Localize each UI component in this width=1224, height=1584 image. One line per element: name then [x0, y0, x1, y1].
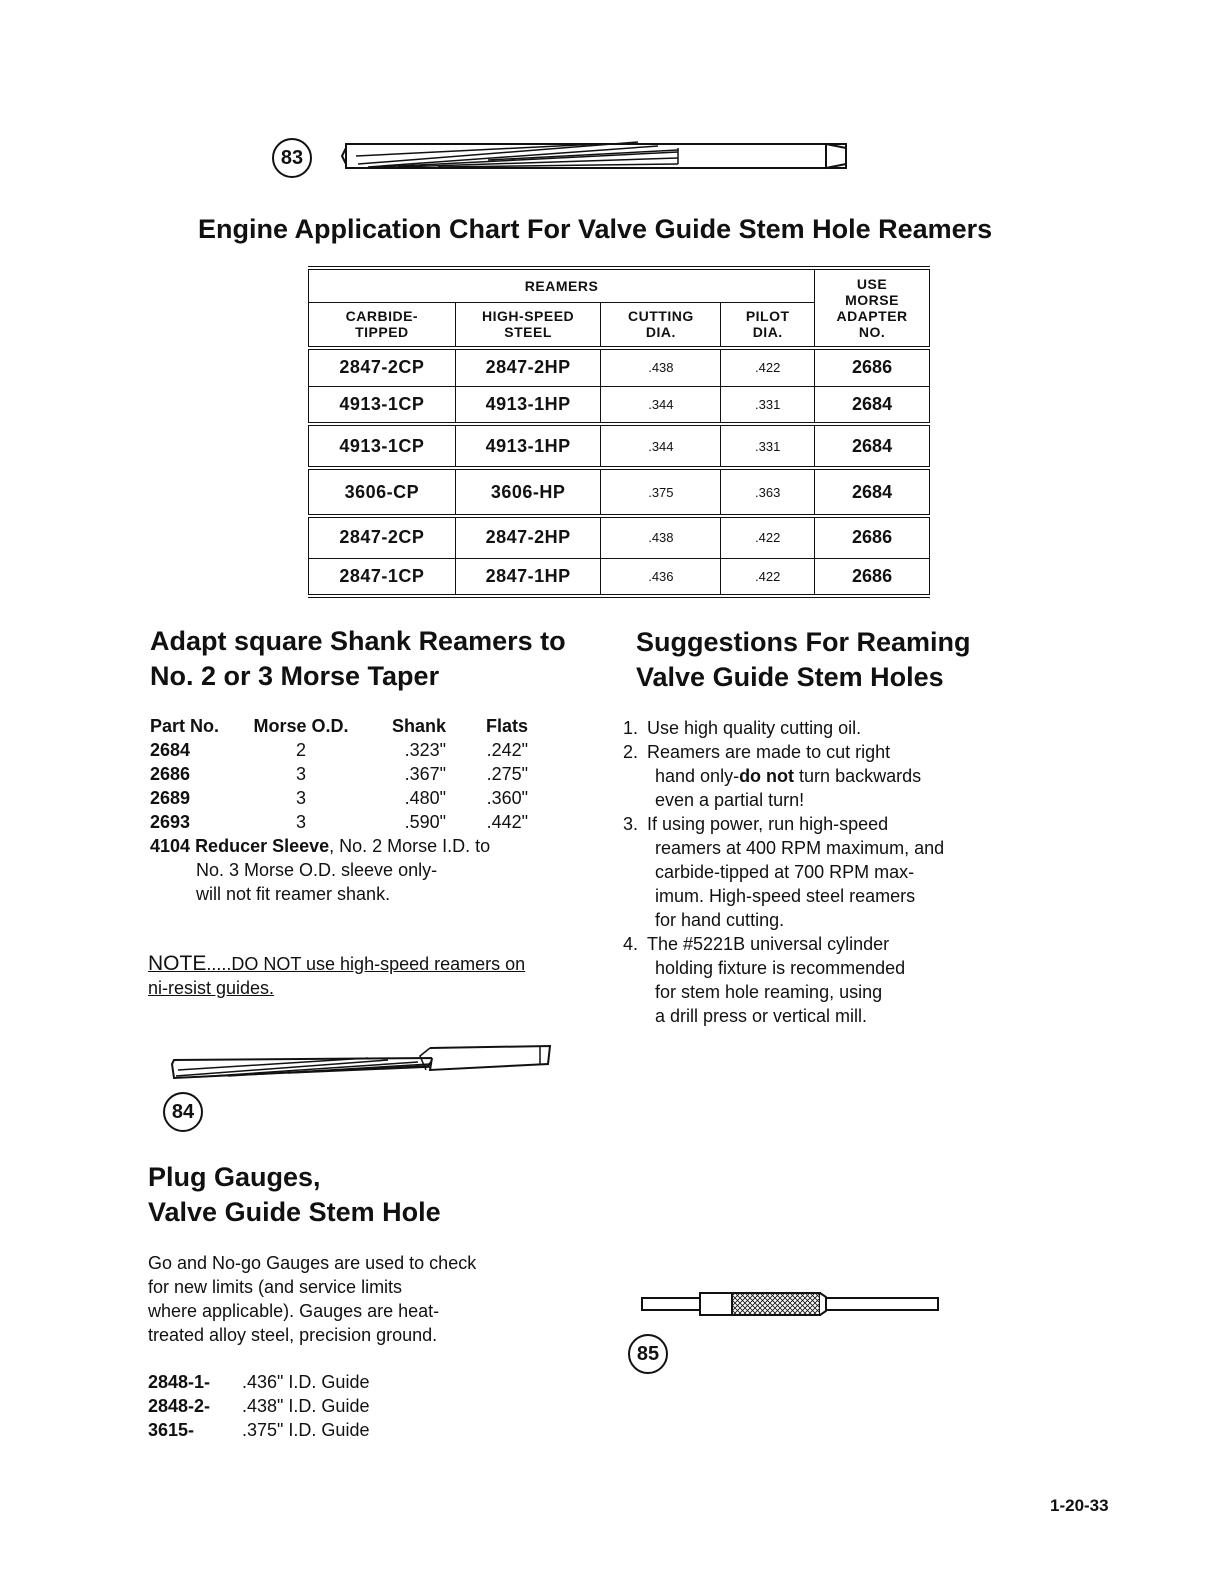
- cutting-cell: .436: [601, 558, 721, 596]
- cutting-cell: .344: [601, 386, 721, 424]
- pilot-cell: .331: [721, 424, 815, 468]
- reamer-83-illustration: [338, 134, 860, 178]
- figure-84-number: 84: [171, 1100, 195, 1123]
- pilot-cell: .422: [721, 558, 815, 596]
- cutting-column-header: CUTTING DIA.: [601, 302, 721, 348]
- adapter-table-header: Part No. Morse O.D. Shank Flats: [150, 716, 528, 736]
- table-row: [309, 386, 930, 424]
- list-item: 1. Use high quality cutting oil.: [623, 718, 862, 738]
- reamer-application-table: [308, 266, 930, 598]
- hss-cell: 2847-2HP: [455, 348, 601, 386]
- pilot-column-header: PILOT DIA.: [721, 302, 815, 348]
- table-row: 2689 3 .480" .360": [150, 788, 528, 808]
- hss-cell: 4913-1HP: [455, 386, 601, 424]
- reamer-84-illustration: [168, 1036, 554, 1084]
- hss-cell: 2847-1HP: [455, 558, 601, 596]
- suggestions-title: Suggestions For Reaming Valve Guide Stem Holes: [636, 627, 971, 692]
- table-row: 2686 3 .367" .275": [150, 764, 528, 784]
- adapter-header: USE MORSE ADAPTER NO.: [815, 268, 930, 348]
- carbide-cell: 2847-2CP: [309, 516, 456, 558]
- table-row: [309, 516, 930, 558]
- table-row: [309, 348, 930, 386]
- plug-gauges-description: Go and No-go Gauges are used to check for new limits (and service limits where applicable). Gauges are heat- treated alloy steel, precision ground.: [148, 1253, 477, 1345]
- adapter-cell: 2686: [815, 348, 930, 386]
- hss-cell: 3606-HP: [455, 468, 601, 516]
- adapter-cell: 2684: [815, 468, 930, 516]
- list-item: 2. Reamers are made to cut right: [623, 742, 891, 762]
- note-warning: NOTE.....DO NOT use high-speed reamers on ni-resist guides.: [148, 952, 526, 998]
- page-number: 1-20-33: [1050, 1496, 1109, 1515]
- list-item: 3. If using power, run high-speed: [623, 814, 889, 834]
- reducer-sleeve-text: 4104 Reducer Sleeve, No. 2 Morse I.D. to No. 3 Morse O.D. sleeve only- will not fit reamer shank.: [150, 836, 491, 904]
- pilot-cell: .422: [721, 516, 815, 558]
- pilot-cell: .331: [721, 386, 815, 424]
- table-row: 2684 2 .323" .242": [150, 740, 528, 760]
- cutting-cell: .438: [601, 348, 721, 386]
- hss-cell: 2847-2HP: [455, 516, 601, 558]
- reamers-group-header: REAMERS: [309, 268, 815, 302]
- list-item: 4. The #5221B universal cylinder: [623, 934, 890, 954]
- cutting-cell: .438: [601, 516, 721, 558]
- carbide-cell: 2847-2CP: [309, 348, 456, 386]
- list-item: 2848-1- .436" I.D. Guide: [148, 1372, 370, 1392]
- table-row: 2693 3 .590" .442": [150, 812, 528, 832]
- hss-column-header: HIGH-SPEED STEEL: [455, 302, 601, 348]
- plug-gauge-85-illustration: [640, 1288, 944, 1322]
- table-row: [309, 424, 930, 468]
- chart-title: Engine Application Chart For Valve Guide Stem Hole Reamers: [198, 214, 993, 244]
- list-item: 3615- .375" I.D. Guide: [148, 1420, 370, 1440]
- hss-cell: 4913-1HP: [455, 424, 601, 468]
- adapter-cell: 2684: [815, 424, 930, 468]
- pilot-cell: .422: [721, 348, 815, 386]
- plug-gauge-list: [148, 1370, 369, 1442]
- cutting-cell: .344: [601, 424, 721, 468]
- cutting-cell: .375: [601, 468, 721, 516]
- adapter-cell: 2686: [815, 558, 930, 596]
- figure-83-label: [272, 138, 312, 178]
- adapter-cell: 2684: [815, 386, 930, 424]
- suggestions-list: 1. Use high quality cutting oil. 2. Reamers are made to cut right hand only-do not turn backwards even a partial turn! 3. If using power, run high-speed reamers at 400 RPM maximum, and carbide-tipped at 700 RPM max- imum. High-speed steel reamers for hand cutting. 4. The #5221B universal cylinder holding fixture is recommended for stem hole reaming, using a drill press or vertical mill.: [623, 716, 1003, 1028]
- table-row: [309, 558, 930, 596]
- carbide-column-header: CARBIDE- TIPPED: [309, 302, 456, 348]
- plug-gauges-title: Plug Gauges, Valve Guide Stem Hole: [148, 1162, 441, 1227]
- carbide-cell: 3606-CP: [309, 468, 456, 516]
- adapter-cell: 2686: [815, 516, 930, 558]
- adapter-parts-table: [150, 714, 528, 834]
- carbide-cell: 4913-1CP: [309, 424, 456, 468]
- table-row: [309, 468, 930, 516]
- carbide-cell: 2847-1CP: [309, 558, 456, 596]
- adapt-section-title: Adapt square Shank Reamers to No. 2 or 3 Morse Taper: [150, 626, 566, 691]
- pilot-cell: .363: [721, 468, 815, 516]
- carbide-cell: 4913-1CP: [309, 386, 456, 424]
- figure-85-number: 85: [636, 1342, 660, 1365]
- figure-84-label: [163, 1092, 203, 1132]
- list-item: 2848-2- .438" I.D. Guide: [148, 1396, 370, 1416]
- figure-83-number: 83: [280, 146, 304, 169]
- figure-85-label: [628, 1334, 668, 1374]
